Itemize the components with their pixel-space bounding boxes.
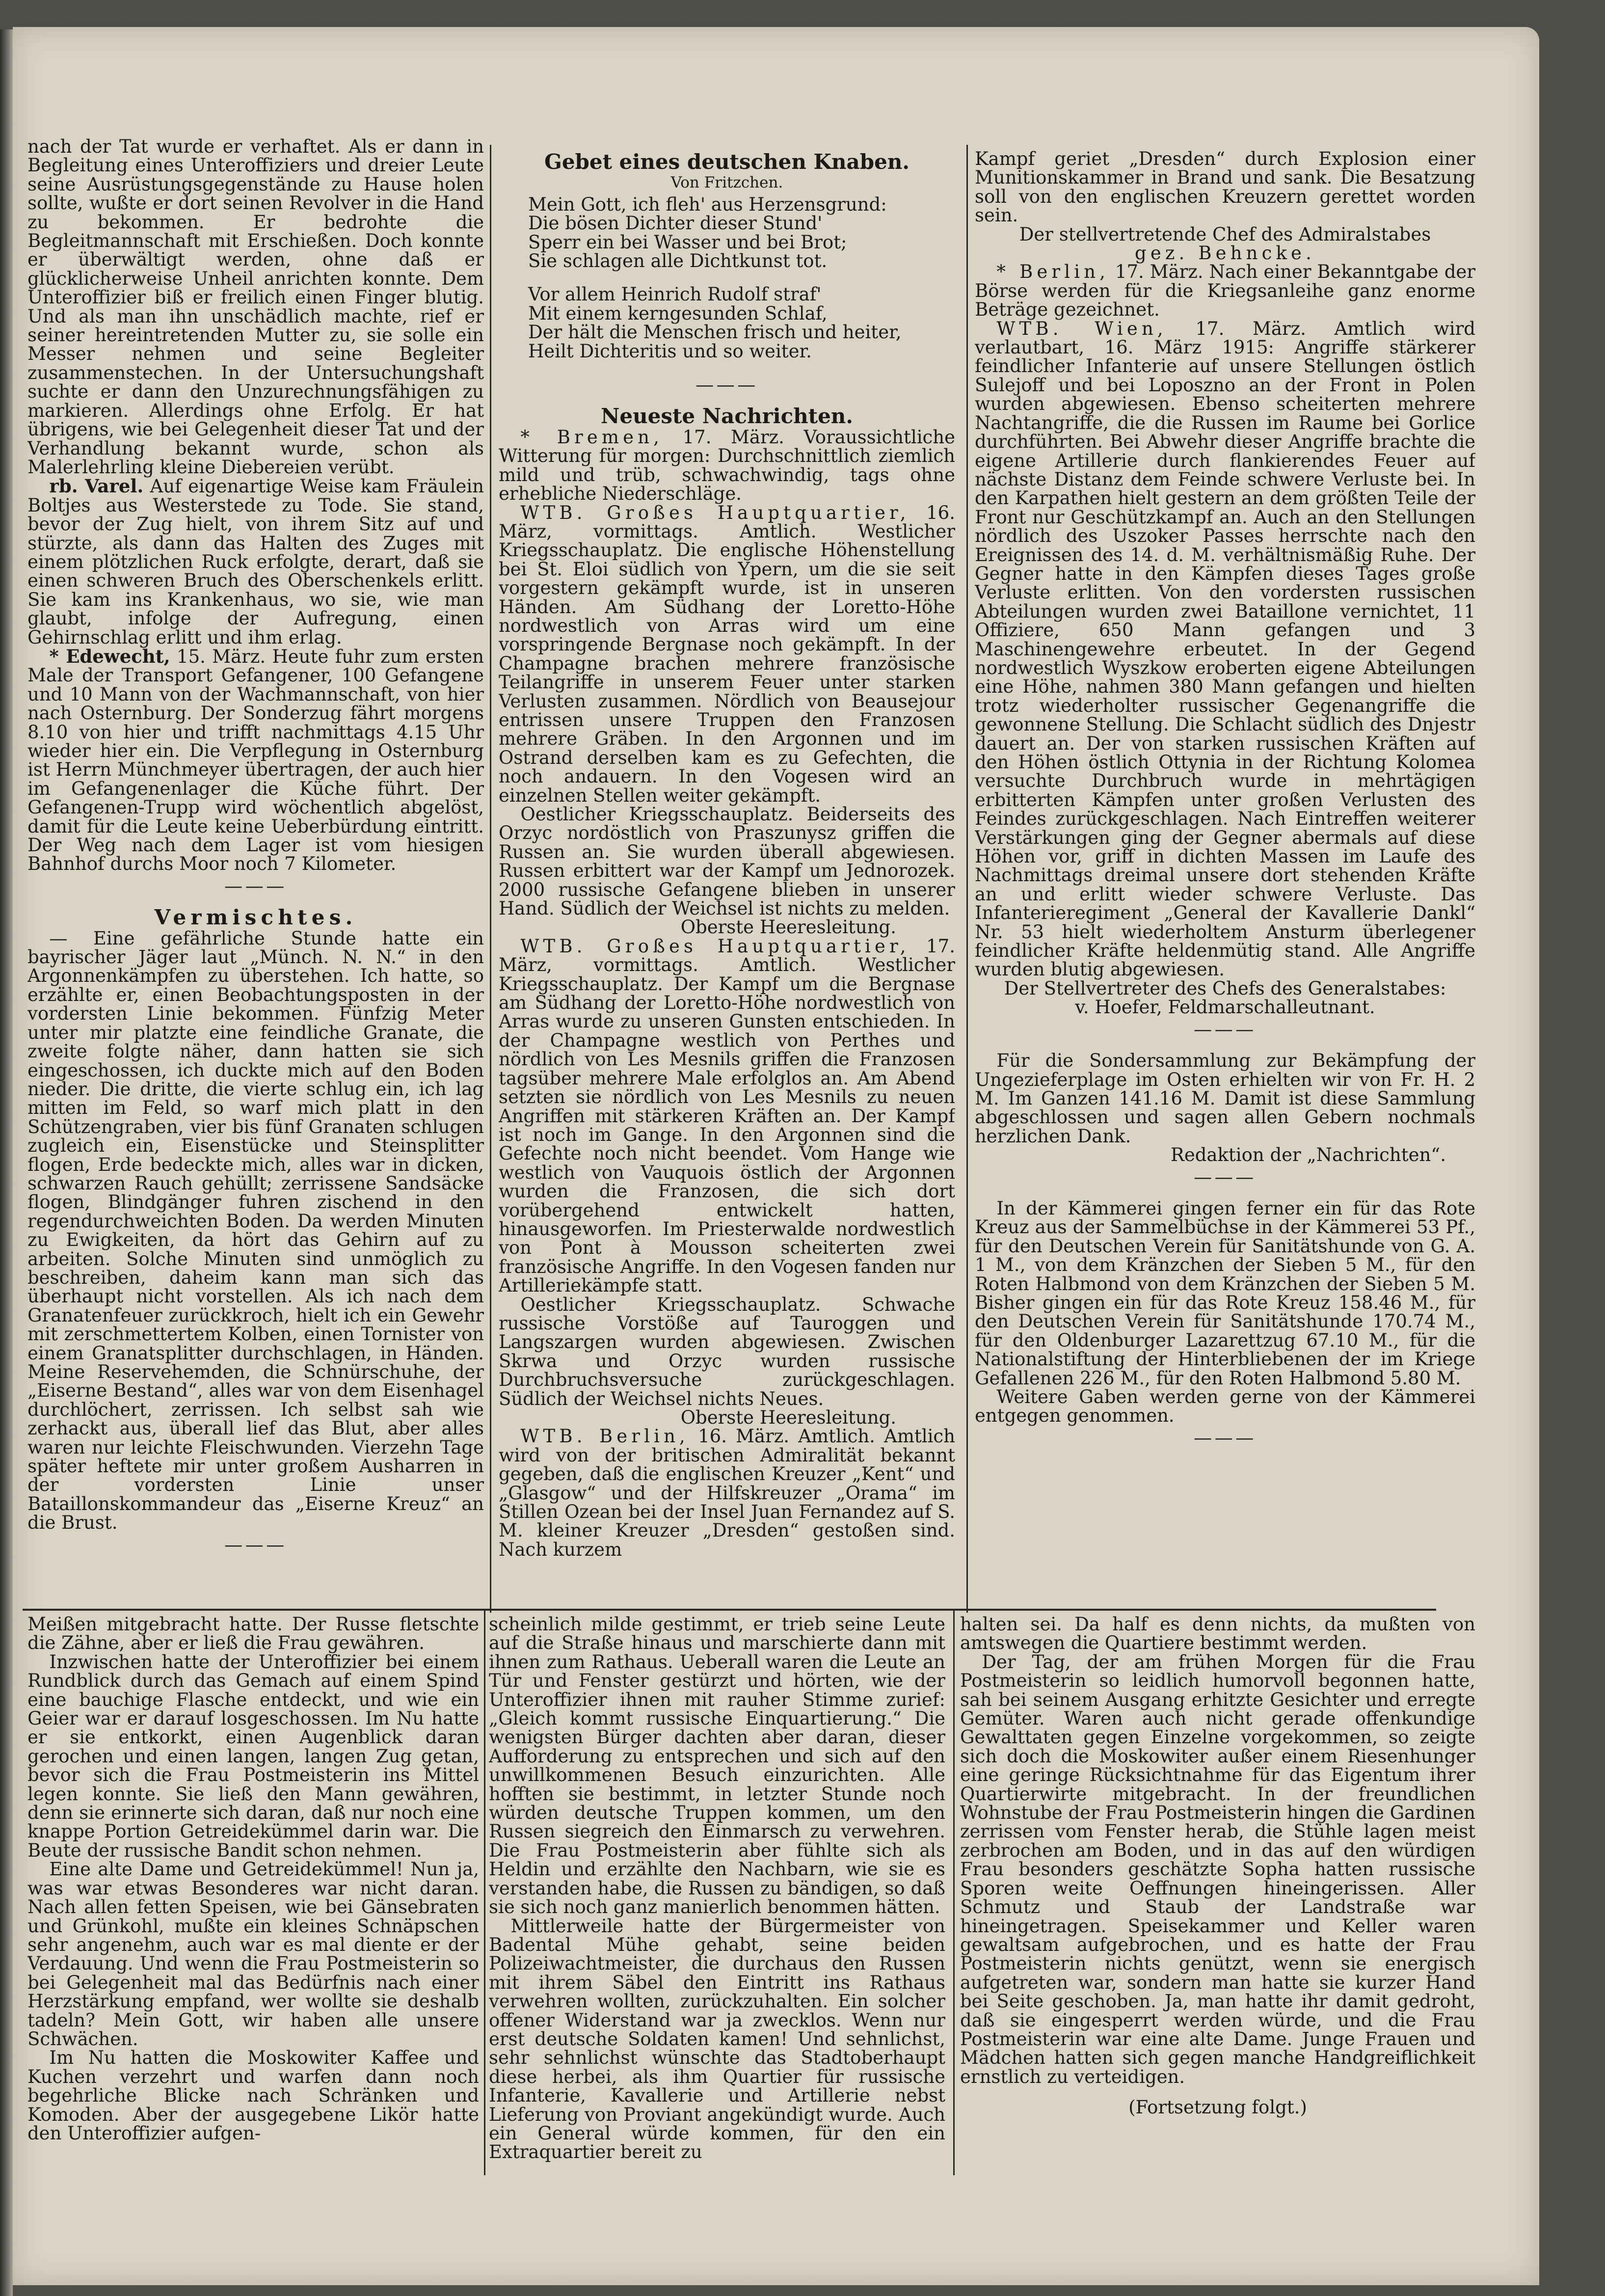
dateline-bremen: * Bremen,: [520, 426, 664, 448]
separator: ———: [224, 875, 287, 896]
signature-ohl-1: Oberste Heeresleitung.: [680, 917, 896, 938]
dateline-hq-17: WTB. Großes Hauptquartier,: [520, 935, 910, 957]
war-report-1: [499, 504, 955, 806]
poem-title: Gebet eines deutschen Knaben.: [544, 150, 910, 174]
column-rule-2: [966, 145, 968, 1613]
signature-generalstab-name: v. Hoefer, Feldmarschalleutnant.: [1075, 997, 1375, 1018]
poem-line: Vor allem Heinrich Rudolf straf': [528, 284, 822, 305]
poem-stanza: [528, 195, 955, 271]
column-1: [27, 137, 484, 1605]
signature-redaktion: Redaktion der „Nachrichten“.: [1170, 1144, 1446, 1166]
poem-line: Die bösen Dichter dieser Stund': [528, 213, 823, 234]
serial-paragraph: scheinlich milde gestimmt, er trieb seine Leute auf die Straße hinaus und marschierte dann mit ihnen zum Rathaus. Ueberall waren die Leute an Tür und Fenster gestürzt und hörten, wie der Unteroffizier ihnen mit rauher Stimme zurief: „Gleich kommt russische Einquartierung.“ Die wenigsten Bürger dachten aber daran, dieser Aufforderung zu entsprechen und sich auf den unwillkommenen Besuch einzurichten. Alle hofften sie bestimmt, in letzter Stunde noch würden deutsche Truppen kommen, um den Russen siegreich den Einmarsch zu verwehren. Die Frau Postmeisterin aber fühlte sich als Heldin und erzählte den Nachbarn, wie sie es verstanden habe, die Russen zu bändigen, so daß sie sich noch ganz manierlich benommen hätten.: [489, 1615, 945, 1918]
column-2: [499, 150, 955, 1618]
serial-continuation-note: (Fortsetzung folgt.): [1128, 2097, 1307, 2118]
dateline-berlin-16: WTB. Berlin,: [520, 1426, 689, 1447]
weather-text: 17. März. Voraussichtliche Witterung für morgen: Durchschnittlich ziemlich mild und trüb, schwachwindig, tags ohne erhebliche Niederschläge.: [499, 426, 955, 505]
kaemmerei-closing: Weitere Gaben werden gerne von der Kämmerei entgegen genommen.: [975, 1386, 1475, 1427]
separator: ———: [1194, 1166, 1257, 1188]
serial-paragraph: Meißen mitgebracht hatte. Der Russe fletschte die Zähne, aber er ließ die Frau gewähren.: [27, 1615, 479, 1654]
poem: [499, 195, 955, 361]
vienna-report: [975, 320, 1475, 979]
serial-column-2: [489, 1615, 945, 2175]
edewecht-text: 15. März. Heute fuhr zum ersten Male der Transport Gefangener, 100 Gefangene und 10 Mann von der Wachmannschaft, von hier nach Osternburg. Der Sonderzug fährt morgens 8.10 von hier und trifft nachmittags 4.15 Uhr wieder hier ein. Die Verpflegung in Osternburg ist Herrn Münchmeyer übertragen, der auch hier im Gefangenenlager die Küche führt. Der Gefangenen-Trupp wird wöchentlich abgelöst, damit für die Leute keine Ueberbürdung eintritt. Der Weg nach dem Lager ist vom hiesigen Bahnhof durchs Moor noch 7 Kilometer.: [27, 646, 484, 875]
separator: ———: [224, 1534, 287, 1555]
dresden-report: Kampf geriet „Dresden“ durch Explosion einer Munitionskammer in Brand und sank. Die Besatzung soll von den englischen Kreuzern gerettet worden sein.: [975, 150, 1475, 226]
war-report-2-text: 17. März, vormittags. Amtlich. Westlicher Kriegsschauplatz. Der Kampf um die Bergnase am Südhang der Loretto-Höhe nordwestlich von Arras wurde zu unseren Gunsten entschieden. In der Champagne westlich von Perthes und nördlich von Les Mesnils griffen die Franzosen tagsüber mehrere Male erfolglos an. Am Abend setzten sie nördlich von Les Mesnils zu neuen Angriffen mit stärkeren Kräften an. Der Kampf ist noch im Gange. In den Argonnen sind die Gefechte noch nicht beendet. Vom Hange wie westlich von Vauquois östlich der Argonnen wurden die Franzosen, die sich dort vorübergehend entwickelt hatten, hinausgeworfen. Im Priesterwalde nordwestlich von Pont à Mousson scheiterten zwei französische Angriffe. In den Vogesen fanden nur Artilleriekämpfe statt.: [499, 935, 955, 1297]
column-rule-3: [484, 1611, 485, 2175]
serial-column-3: [960, 1615, 1475, 2175]
donation-notice: Für die Sondersammlung zur Bekämpfung der Ungezieferplage im Osten erhielten wir von Fr. H. 2 M. Im Ganzen 141.16 M. Damit ist diese Sammlung abgeschlossen und sagen allen Gebern nochmals herzlichen Dank.: [975, 1050, 1475, 1147]
dateline-varel: rb. Varel.: [49, 475, 144, 497]
serial-paragraph: Der Tag, der am frühen Morgen für die Frau Postmeisterin so leidlich humorvoll begonnen hatte, sah bei seinem Ausgang erhitzte Gesichter und erregte Gemüter. Waren auch nicht gerade offenkundige Gewalttaten gegen Einzelne vorgekommen, so zeigte sich doch die Moskowiter außer einem Riesenhunger eine geringe Rücksichtnahme für das Eigentum ihrer Quartierwirte mitgebracht. In der freundlichen Wohnstube der Frau Postmeisterin hingen die Gardinen zerrissen vom Fenster herab, die Stühle lagen meist zerbrochen am Boden, und in das auf den würdigen Frau besonders geschätzte Sopha hatten russische Sporen weite Oeffnungen hineingerissen. Aller Schmutz und Staub der Landstraße war hineingetragen. Speisekammer und Keller waren gewaltsam aufgebrochen, und es hatte der Frau Postmeisterin nichts genützt, wenn sie energisch aufgetreten war, sondern man hatte sie kurzer Hand bei Seite geschoben. Ja, man hatte ihr damit gedroht, daß sie eingesperrt werden würde, und die Frau Postmeisterin war eine alte Dame. Junge Frauen und Mädchen hatten sich gegen manche Handgreiflichkeit ernstlich zu verteidigen.: [960, 1651, 1475, 2087]
adjacent-page-edge: [0, 29, 13, 2296]
war-report-1-text: 16. März, vormittags. Amtlich. Westlicher Kriegsschauplatz. Die englische Höhenstellung bei St. Eloi südlich von Ypern, um die sie seit vorgestern gekämpft wurde, ist in unseren Händen. Am Südhang der Loretto-Höhe nordwestlich von Arras wird um eine vorspringende Bergnase noch gekämpft. In der Champagne brachen mehrere französische Teilangriffe in unserem Feuer unter starken Verlusten zusammen. Nördlich von Beausejour entrissen unsere Truppen den Franzosen mehrere Gräben. In den Argonnen und im Ostrand derselben kam es zu Gefechten, die noch andauern. In den Vogesen wird an einzelnen Stellen weiter gekämpft.: [499, 502, 955, 806]
newspaper-page: [13, 27, 1539, 2285]
dateline-edewecht: * Edewecht,: [49, 645, 170, 667]
kaemmerei-notice: In der Kämmerei gingen ferner ein für das Rote Kreuz aus der Sammelbüchse in der Kämmerei 53 Pf., für den Deutschen Verein für Sanitätshunde von G. A. 1 M., von dem Kränzchen der Sieben 5 M., für den Roten Halbmond von dem Kränzchen der Sieben 5 M. Bisher gingen ein für das Rote Kreuz 158.46 M., für den Deutschen Verein für Sanitätshunde 170.74 M., für den Oldenburger Lazarettzug 67.10 M., für die Nationalstiftung der Hinterbliebenen der im Kriege Gefallenen 226 M., für den Roten Halbmond 5.80 M.: [975, 1197, 1475, 1389]
separator: ———: [1194, 1427, 1257, 1448]
poem-line: Mein Gott, ich fleh' aus Herzensgrund:: [528, 193, 887, 215]
dateline-berlin-17: * Berlin,: [996, 261, 1110, 283]
poem-byline: Von Fritzchen.: [670, 174, 783, 192]
dateline-hq-16: WTB. Großes Hauptquartier,: [520, 502, 910, 523]
signature-admiralstab-title: Der stellvertretende Chef des Admiralstabes: [1019, 223, 1431, 245]
column-3: [975, 150, 1475, 1603]
section-heading-vermischtes: Vermischtes.: [154, 905, 357, 930]
war-loan-report: [975, 263, 1475, 319]
signature-admiralstab-name: gez. Behncke.: [1135, 243, 1315, 264]
section-heading-news: Neueste Nachrichten.: [601, 404, 853, 429]
serial-column-1: [27, 1615, 479, 2175]
poem-line: Sperr ein bei Wasser und bei Brot;: [528, 231, 847, 253]
admiralty-text: 16. März. Amtlich. Amtlich wird von der britischen Admiralität bekannt gegeben, daß die englischen Kreuzer „Kent“ und „Glasgow“ und der Hilfskreuzer „Orama“ im Stillen Ozean bei der Insel Juan Fernandez auf S. M. kleiner Kreuzer „Dresden“ gestoßen sind. Nach kurzem: [499, 1426, 955, 1560]
serial-paragraph: Mittlerweile hatte der Bürgermeister von Badental Mühe gehabt, seine beiden Polizeiwachtmeister, die durchaus den Russen mit ihrem Säbel den Eintritt ins Rathaus verwehren wollten, zurückzuhalten. Ein solcher offener Widerstand war ja zwecklos. Wenn nur erst deutsche Soldaten kamen! Und sehnlichst, sehr sehnlichst wünschte das Stadtoberhaupt diese herbei, als ihm Quartier für russische Infanterie, Kavallerie und Artillerie nebst Lieferung von Proviant angekündigt wurde. Auch ein General würde kommen, für den ein Extraquartier bereit zu: [489, 1915, 945, 2163]
column-rule-1: [490, 145, 491, 1613]
poem-line: Der hält die Menschen frisch und heiter,: [528, 322, 902, 343]
poem-line: Mit einem kerngesunden Schlaf,: [528, 302, 828, 324]
signature-generalstab-title: Der Stellvertreter des Chefs des Generalstabes:: [1004, 977, 1446, 999]
dateline-wien: WTB. Wien,: [996, 318, 1167, 339]
serial-paragraph: Inzwischen hatte der Unteroffizier bei einem Rundblick durch das Gemach auf einem Spind eine bauchige Flasche entdeckt, und wie ein Geier war er darauf losgeschossen. Im Nu hatte er sie entkorkt, einen Augenblick daran gerochen und einen langen, langen Zug getan, bevor sich die Frau Postmeisterin ins Mittel legen konnte. Sie ließ den Mann gewähren, denn sie erinnerte sich daran, daß nur noch eine knappe Portion Getreidekümmel darin war. Die Beute der russische Bandit schon nehmen.: [27, 1651, 479, 1861]
poem-line: Sie schlagen alle Dichtkunst tot.: [528, 250, 828, 272]
admiralty-report: [499, 1427, 955, 1559]
war-loan-text: 17. März. Nach einer Bekanntgabe der Börse werden für die Kriegsanleihe ganz enorme Beträge gezeichnet.: [975, 261, 1475, 321]
poem-stanza: [528, 285, 955, 361]
varel-report: [27, 477, 484, 647]
column-rule-4: [953, 1611, 955, 2175]
eastern-front-2: Oestlicher Kriegsschauplatz. Schwache russische Vorstöße auf Tauroggen und Langszargen wurden abgewiesen. Zwischen Skrwa und Orzyc wurden russische Durchbruchsversuche zurückgeschlagen. Südlich der Weichsel nichts Neues.: [499, 1294, 955, 1409]
eastern-front-1: Oestlicher Kriegsschauplatz. Beiderseits des Orzyc nordöstlich von Praszunysz griffen die Russen an. Sie wurden überall abgewiesen. Russen erbittert war der Kampf um Jednorozek. 2000 russische Gefangene blieben in unserer Hand. Südlich der Weichsel ist nichts zu melden.: [499, 804, 955, 919]
vermischtes-article: — Eine gefährliche Stunde hatte ein bayrischer Jäger laut „Münch. N. N.“ in den Argonnenkämpfen zu überstehen. Ich hatte, so erzählte er, einen Beobachtungsposten in der vordersten Linie bekommen. Fünfzig Meter unter mir platzte eine feindliche Granate, die zweite folgte näher, dann hatten sie sich eingeschossen, ich duckte mich auf den Boden nieder. Die dritte, die vierte schlug ein, ich lag mitten im Feld, so warf mich platt in den Schützengraben, vier bis fünf Granaten schlugen zugleich ein, Eisenstücke und Steinsplitter flogen, Erde bedeckte mich, alles war in dicken, schwarzen Rauch gehüllt; zerrissene Sandsäcke flogen, Blindgänger fuhren zischend in den regendurchweichten Boden. Da werden Minuten zu Ewigkeiten, da hört das Gehirn auf zu arbeiten. Solche Minuten sind unmöglich zu beschreiben, daheim kann man sich das überhaupt nicht vorstellen. Als ich nach dem Granatenfeuer zurückkroch, hielt ich ein Gewehr mit zerschmettertem Kolben, einen Tornister von einem Granatsplitter durchschlagen, in Händen. Meine Reservehemden, die Schnürschuhe, der „Eiserne Bestand“, alles war von dem Eisenhagel durchlöchert, zerrissen. Ich selbst sah wie zerhackt aus, überall lief das Blut, aber alles waren nur leichte Fleischwunden. Vierzehn Tage später heftete mir unter großem Ausharren in der vordersten Linie unser Bataillonskommandeur das „Eiserne Kreuz“ an die Brust.: [27, 927, 484, 1534]
separator: ———: [1194, 1018, 1257, 1040]
varel-text: Auf eigenartige Weise kam Fräulein Boltjes aus Westerstede zu Tode. Sie stand, bevor der Zug hielt, von ihrem Sitz auf und stürzte, als dann das Halten des Zuges mit einem plötzlichen Ruck erfolgte, derart, daß sie einen schweren Bruch des Oberschenkels erlitt. Sie kam ins Krankenhaus, wo sie, wie man glaubt, infolge der Aufregung, einen Gehirnschlag erlitt und ihm erlag.: [27, 476, 484, 648]
serial-paragraph: Eine alte Dame und Getreidekümmel! Nun ja, was war etwas Besonderes war nicht daran. Nach allen fetten Speisen, wie bei Gänsebraten und Grünkohl, mußte ein kleines Schnäpschen sehr angenehm, auch war es mal diente er der Verdauung. Und wenn die Frau Postmeisterin so bei Gelegenheit mal das Bedürfnis nach einer Herzstärkung empfand, wer wollte sie deshalb tadeln? Mein Gott, wir haben alle unsere Schwächen.: [27, 1859, 479, 2050]
vienna-text: 17. März. Amtlich wird verlautbart, 16. März 1915: Angriffe stärkerer feindlicher Infanterie auf unsere Stellungen östlich Sulejoff und bei Loposzno an der Front in Polen wurden abgewiesen. Ebenso scheiterten mehrere Nachtangriffe, die die Russen im Raume bei Gorlice durchführten. Bei Abwehr dieser Angriffe brachte die eigene Artillerie durch flankierendes Feuer auf nächste Distanz dem Feinde schwere Verluste bei. In den Karpathen hielt gestern an dem größten Teile der Front nur Geschützkampf an. Auch an den Stellungen nördlich des Uszoker Passes herrschte nach den Ereignissen des 14. d. M. verhältnismäßig Ruhe. Der Gegner hatte in den Kämpfen dieses Tages große Verluste erlitten. Von den vordersten russischen Abteilungen wurden zwei Bataillone vernichtet, 11 Offiziere, 650 Mann gefangen und 3 Maschinengewehre erbeutet. In der Gegend nordwestlich Wyszkow eroberten eigene Abteilungen eine Höhe, nahmen 380 Mann gefangen und hielten trotz wiederholter russischer Gegenangriffe die gewonnene Stellung. Die Schlacht südlich des Dnjestr dauert an. Der von starken russischen Kräften auf den Höhen östlich Ottynia in der Richtung Kolomea versuchte Durchbruch wurde in mehrtägigen erbitterten Kämpfen unter großen Verlusten des Feindes zurückgeschlagen. Nach Eintreffen weiterer Verstärkungen ging der Gegner abermals auf diese Höhen vor, griff in dichten Massen im Laufe des Nachmittags dreimal unsere dort stehenden Kräfte an und erlitt wieder schwere Verluste. Das Infanterieregiment „General der Kavallerie Dankl“ Nr. 53 hielt wiederholtem Ansturm überlegener feindlicher Kräfte heldenmütig stand. Alle Angriffe wurden blutig abgewiesen.: [975, 318, 1475, 980]
poem-line: Heilt Dichteritis und so weiter.: [528, 340, 812, 362]
signature-ohl-2: Oberste Heeresleitung.: [680, 1407, 896, 1428]
weather-report: [499, 428, 955, 504]
war-report-2: [499, 937, 955, 1296]
edewecht-report: [27, 647, 484, 874]
separator: ———: [696, 374, 758, 396]
local-news-paragraph: nach der Tat wurde er verhaftet. Als er dann in Begleitung eines Unteroffiziers und dreier Leute seine Ausrüstungsgegenstände zu Hause holen sollte, wußte er dort seinen Revolver in die Hand zu bekommen. Er bedrohte die Begleitmannschaft mit Erschießen. Doch konnte er überwältigt werden, ohne daß er glücklicherweise Unheil anrichten konnte. Dem Unteroffizier biß er freilich einen Finger blutig. Und als man ihn unschädlich machte, rief er seiner hereintretenden Mutter zu, sie solle ein Messer nehmen und seine Begleiter zusammenstechen. In der Untersuchungshaft suchte er dann den Unzurechnungsfähigen zu markieren. Allerdings ohne Erfolg. Er hat übrigens, wie bei Gelegenheit dieser Tat und der Verhandlung bekannt wurde, schon als Malerlehrling kleine Diebereien verübt.: [27, 137, 484, 478]
serial-paragraph: halten sei. Da half es denn nichts, da mußten von amtswegen die Quartiere bestimmt werden.: [960, 1615, 1475, 1654]
serial-paragraph: Im Nu hatten die Moskowiter Kaffee und Kuchen verzehrt und warfen dann noch begehrliche Blicke nach Schränken und Komoden. Aber der ausgegebene Likör hatte den Unteroffizier aufgen-: [27, 2047, 479, 2144]
